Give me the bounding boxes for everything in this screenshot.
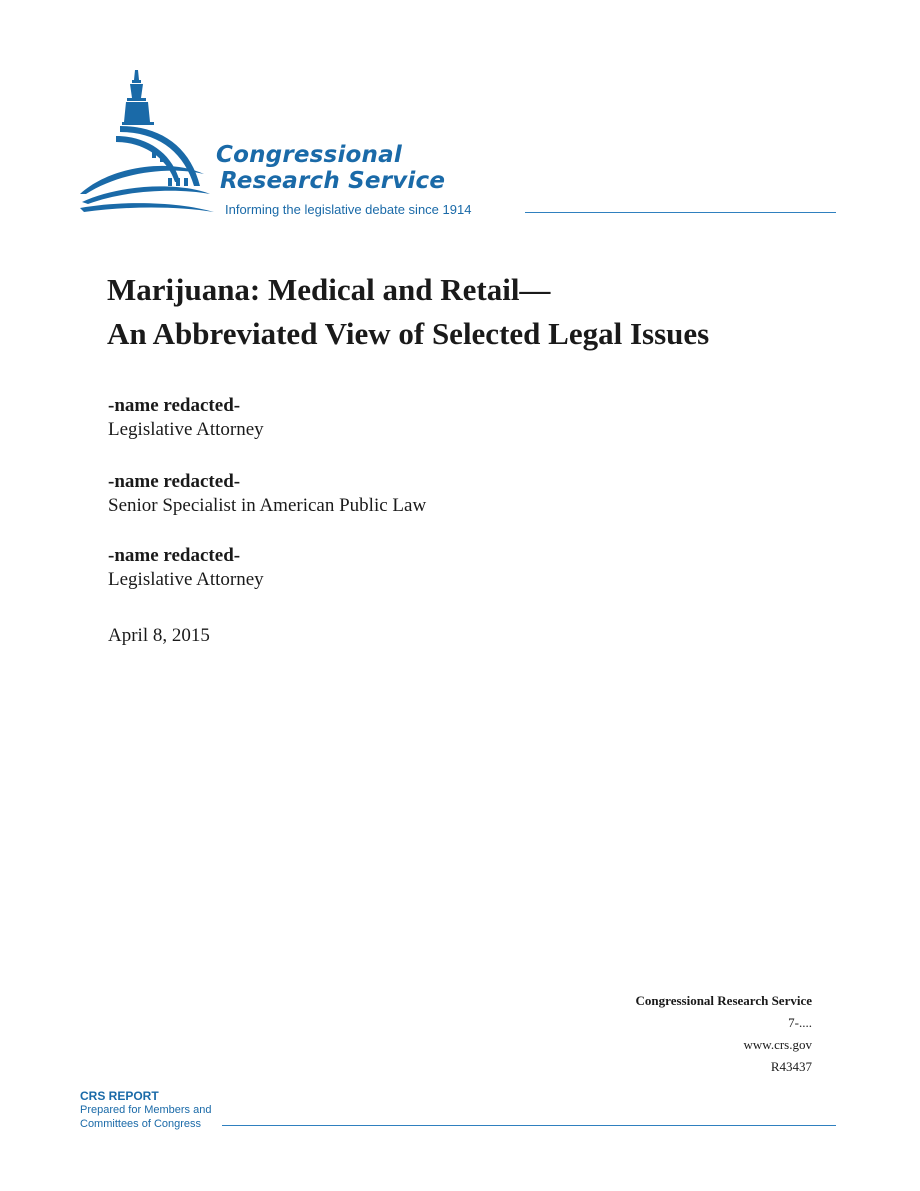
logo-congressional: Congressional (216, 142, 402, 168)
footer-line-1: Prepared for Members and (80, 1104, 212, 1116)
author-block (108, 394, 264, 442)
author-name: -name redacted- (108, 395, 241, 416)
author-role: Legislative Attorney (108, 569, 264, 590)
report-date: April 8, 2015 (108, 625, 210, 646)
publisher-block (636, 990, 812, 1078)
report-title-line-2: An Abbreviated View of Selected Legal Issues (107, 316, 710, 351)
report-title-line-1: Marijuana: Medical and Retail— (107, 272, 551, 307)
publisher-url[interactable]: www.crs.gov (743, 1037, 812, 1052)
logo-tagline: Informing the legislative debate since 1914 (225, 202, 472, 217)
report-title (107, 268, 867, 356)
logo-research-service: Research Service (220, 168, 446, 194)
footer-title: CRS REPORT (80, 1089, 159, 1103)
footer-divider (222, 1125, 836, 1126)
publisher-phone: 7-.... (788, 1015, 812, 1030)
author-role: Senior Specialist in American Public Law (108, 495, 427, 516)
author-role: Legislative Attorney (108, 419, 264, 440)
crs-report-footer (80, 1089, 211, 1131)
author-block (108, 470, 426, 518)
capitol-dome-icon (80, 66, 220, 216)
crs-logo (80, 66, 840, 226)
report-number: R43437 (770, 1059, 812, 1074)
footer-line-2: Committees of Congress (80, 1118, 202, 1130)
author-name: -name redacted- (108, 471, 241, 492)
logo-divider (525, 212, 836, 213)
author-name: -name redacted- (108, 545, 241, 566)
publisher-name: Congressional Research Service (635, 993, 812, 1008)
author-block (108, 544, 264, 592)
